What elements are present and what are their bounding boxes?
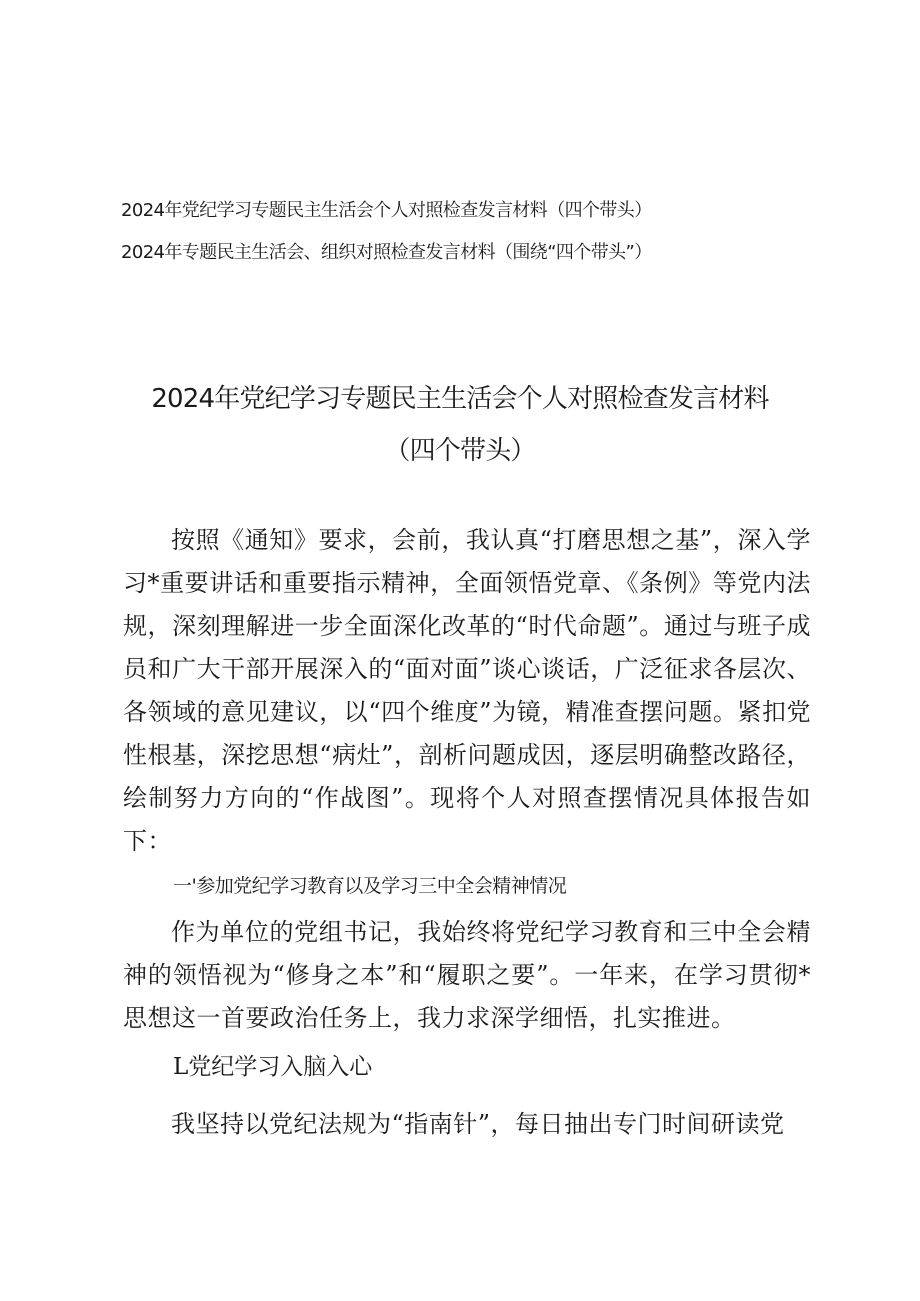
related-document-item[interactable]: 2024年专题民主生活会、组织对照检查发言材料（围绕“四个带头”） <box>121 242 652 263</box>
related-document-item[interactable]: 2024年党纪学习专题民主生活会个人对照检查发言材料（四个带头） <box>121 200 652 221</box>
intro-paragraph: 按照《通知》要求，会前，我认真“打磨思想之基”，深入学习*重要讲话和重要指示精神，全面领悟党章、《条例》等党内法规，深刻理解进一步全面深化改革的“时代命题”。通过与班子成员和广大干部开展深入的“面对面”谈心谈话，广泛征求各层次、各领域的意见建议，以“四个维度”为镜，精准查摆问题。紧扣党性根基，深挖思想“病灶”，剖析问题成因，逐层明确整改路径，绘制努力方向的“作战图”。现将个人对照查摆情况具体报告如下： <box>123 526 811 855</box>
related-documents-list <box>121 190 652 274</box>
document-title: 2024年党纪学习专题民主生活会个人对照检查发言材料 <box>151 384 769 414</box>
document-subtitle: （四个带头） <box>384 436 536 466</box>
sub-paragraph: 我坚持以党纪法规为“指南针”，每日抽出专门时间研读党 <box>171 1110 785 1138</box>
section-paragraph: 作为单位的党组书记，我始终将党纪学习教育和三中全会精神的领悟视为“修身之本”和“履职之要”。一年来，在学习贯彻*思想这一首要政治任务上，我力求深学细悟，扎实推进。 <box>123 918 811 1032</box>
sub-heading: L党纪学习入脑入心 <box>173 1054 373 1080</box>
section-heading: 一'参加党纪学习教育以及学习三中全会精神情况 <box>173 875 567 897</box>
